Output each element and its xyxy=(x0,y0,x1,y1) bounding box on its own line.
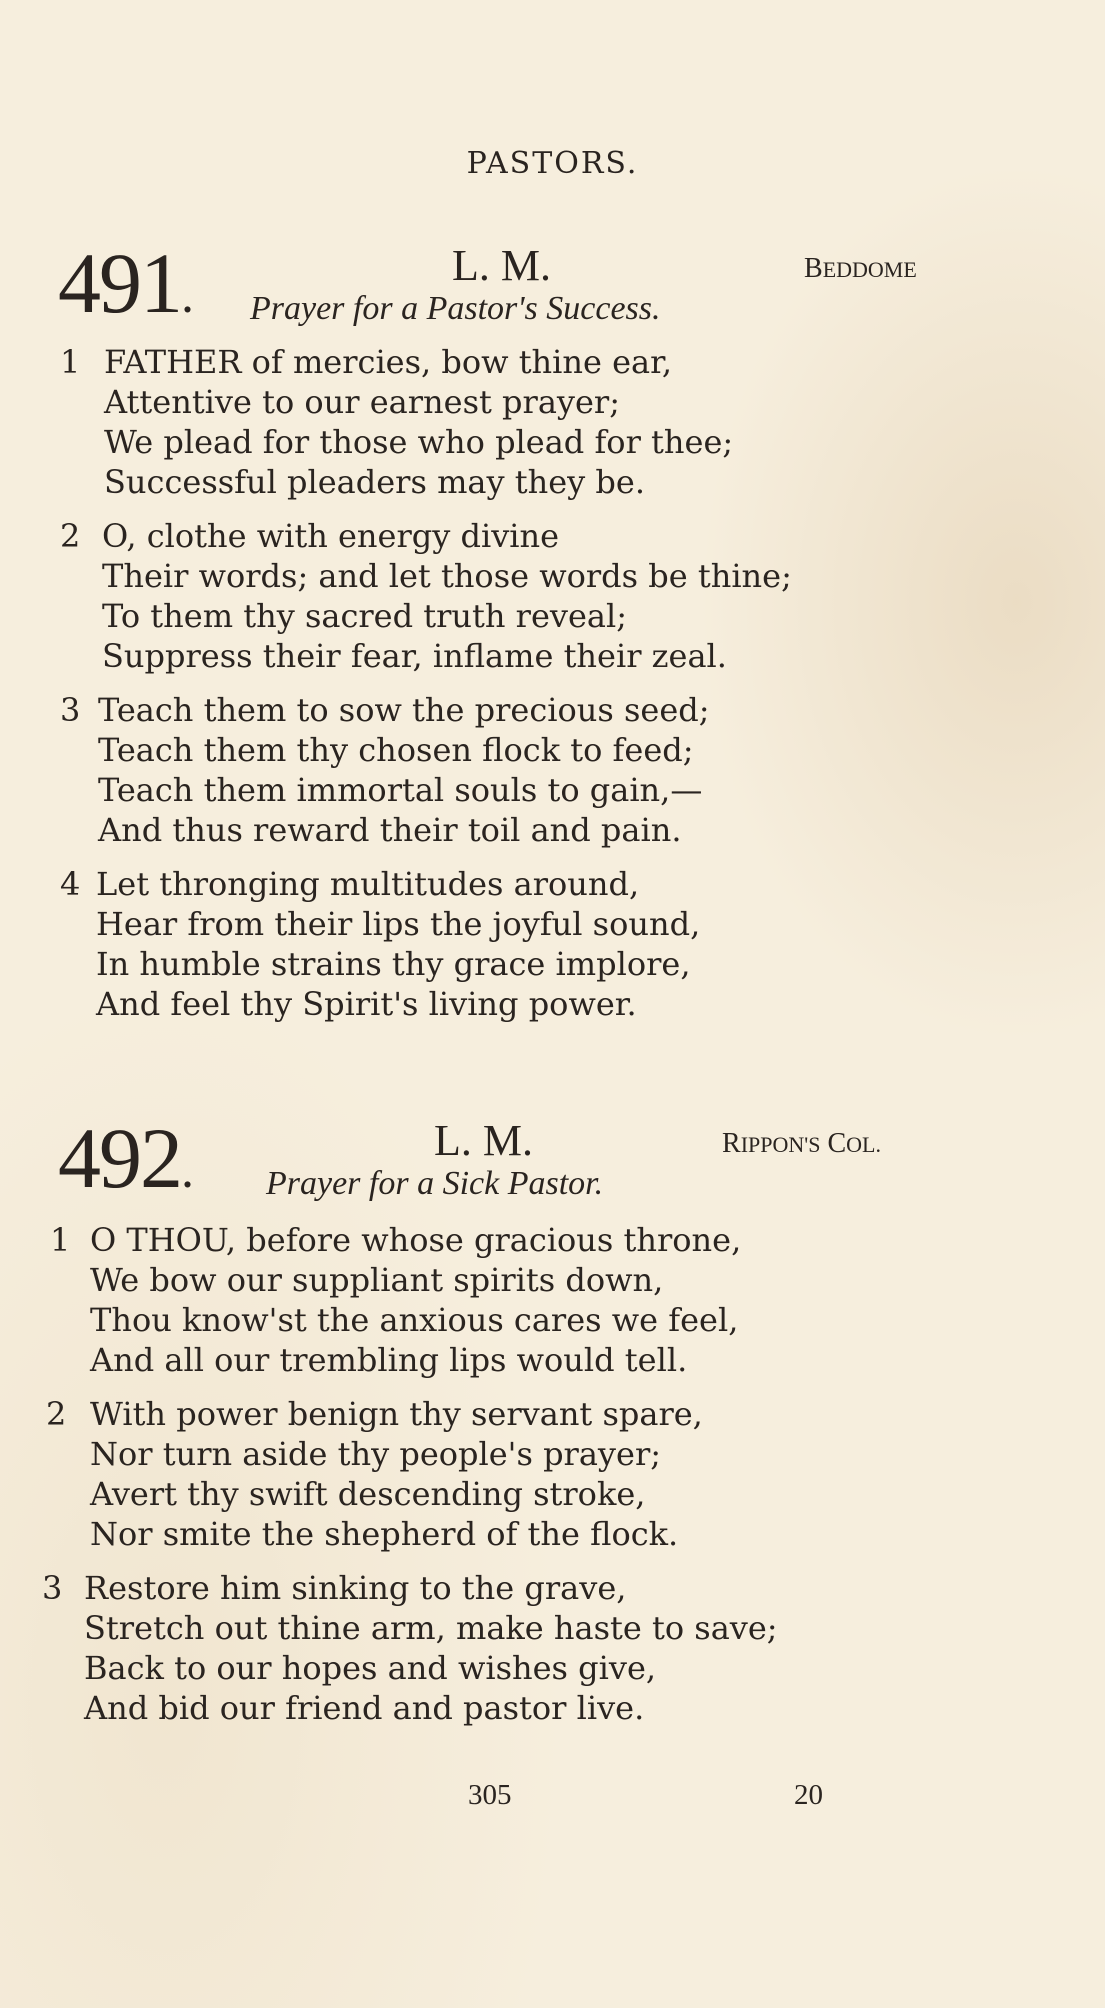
author-initial: R xyxy=(722,1128,741,1159)
verse-line: Teach them immortal souls to gain,— xyxy=(98,771,703,809)
verse-line: Hear from their lips the joyful sound, xyxy=(96,905,701,943)
verse-line: Stretch out thine arm, make haste to save; xyxy=(84,1609,778,1647)
verse-line: O THOU, before whose gracious throne, xyxy=(90,1221,742,1259)
verse-line: Avert thy swift descending stroke, xyxy=(90,1475,646,1513)
verse xyxy=(0,690,792,850)
author-rest: IPPON'S xyxy=(740,1132,821,1157)
verse-line: Attentive to our earnest prayer; xyxy=(104,383,620,421)
verse-line: Teach them to sow the precious seed; xyxy=(98,691,710,729)
verse-line: And feel thy Spirit's living power. xyxy=(96,985,637,1023)
verse-line: And bid our friend and pastor live. xyxy=(84,1689,645,1727)
hymn-number xyxy=(58,235,192,339)
hymn-meter: L. M. xyxy=(452,241,551,290)
verse-line: Nor smite the shepherd of the flock. xyxy=(90,1515,679,1553)
hymn-number xyxy=(58,1110,192,1214)
verse xyxy=(0,864,792,1024)
author-tail-rest: OL. xyxy=(846,1132,881,1157)
verse-line: To them thy sacred truth reveal; xyxy=(102,597,627,635)
verse xyxy=(0,1568,778,1728)
verse xyxy=(0,1220,778,1380)
verse-number: 1 xyxy=(50,1221,71,1259)
hymn-author xyxy=(804,254,917,285)
hymn-number-dot: . xyxy=(181,1142,192,1199)
verse-number: 2 xyxy=(60,517,81,555)
hymn-number-dot: . xyxy=(181,267,192,324)
verse-line: Let thronging multitudes around, xyxy=(96,865,640,903)
hymn-number-text: 492 xyxy=(58,1110,181,1206)
verse-line: We plead for those who plead for thee; xyxy=(104,423,734,461)
verse xyxy=(0,342,792,502)
verse-line: FATHER of mercies, bow thine ear, xyxy=(104,343,673,381)
verse-number: 1 xyxy=(60,343,81,381)
verse-line: Suppress their fear, inflame their zeal. xyxy=(102,637,727,675)
hymn-subtitle: Prayer for a Pastor's Success. xyxy=(250,290,661,327)
verse-line: With power benign thy servant spare, xyxy=(90,1395,703,1433)
verse-line: Nor turn aside thy people's prayer; xyxy=(90,1435,662,1473)
author-initial: B xyxy=(804,253,823,284)
hymn-subtitle: Prayer for a Sick Pastor. xyxy=(266,1165,604,1202)
verse-number: 3 xyxy=(60,691,81,729)
verse-line: Teach them thy chosen flock to feed; xyxy=(98,731,694,769)
verse-number: 3 xyxy=(42,1569,63,1607)
verse-line: Thou know'st the anxious cares we feel, xyxy=(90,1301,739,1339)
signature-mark: 20 xyxy=(794,1779,823,1811)
hymn-author xyxy=(722,1129,881,1160)
page-number: 305 xyxy=(468,1779,512,1811)
author-tail-initial: C xyxy=(827,1128,847,1159)
author-rest: EDDOME xyxy=(822,257,917,282)
running-head: PASTORS. xyxy=(466,146,639,181)
verse-line: Their words; and let those words be thine; xyxy=(102,557,792,595)
verse-number: 2 xyxy=(46,1395,67,1433)
verse-line: And thus reward their toil and pain. xyxy=(98,811,682,849)
verse-line: Restore him sinking to the grave, xyxy=(84,1569,627,1607)
hymn-verses xyxy=(0,342,792,1038)
verse-number: 4 xyxy=(60,865,81,903)
hymn-verses xyxy=(0,1220,778,1742)
verse xyxy=(0,516,792,676)
verse xyxy=(0,1394,778,1554)
verse-line: Back to our hopes and wishes give, xyxy=(84,1649,657,1687)
hymn-number-text: 491 xyxy=(58,235,181,331)
verse-line: Successful pleaders may they be. xyxy=(104,463,645,501)
verse-line: O, clothe with energy divine xyxy=(102,517,560,555)
hymn-meter: L. M. xyxy=(434,1116,533,1165)
verse-line: In humble strains thy grace implore, xyxy=(96,945,691,983)
verse-line: We bow our suppliant spirits down, xyxy=(90,1261,664,1299)
verse-line: And all our trembling lips would tell. xyxy=(90,1341,688,1379)
